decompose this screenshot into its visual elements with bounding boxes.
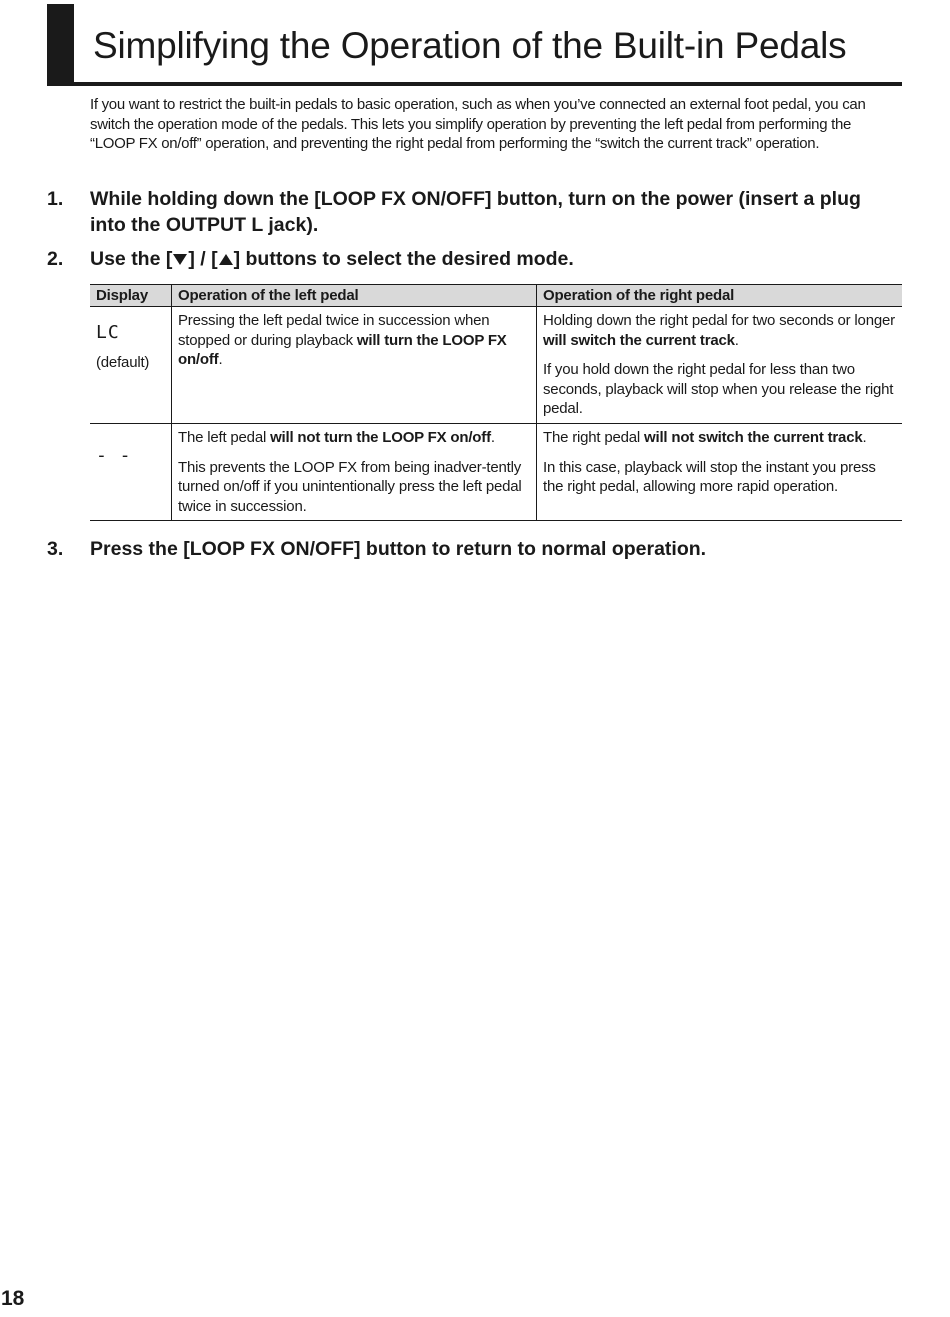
left-pedal-cell: [172, 307, 537, 424]
page-heading: [47, 4, 902, 86]
segment-display-code: LC: [96, 322, 120, 343]
text-run: The right pedal: [543, 429, 645, 446]
bold-text: will not switch the current track: [644, 429, 863, 446]
up-arrow-icon: [219, 254, 233, 265]
cell-paragraph: [178, 428, 530, 448]
text-run: .: [218, 351, 223, 369]
text-run: .: [862, 429, 867, 446]
display-note: (default): [96, 353, 150, 371]
left-pedal-cell: [172, 424, 537, 521]
cell-paragraph: [543, 311, 896, 350]
step-text-part: ] / [: [188, 248, 218, 270]
down-arrow-icon: [173, 254, 187, 265]
column-header-display: Display: [90, 285, 172, 307]
page-number: 18: [1, 1287, 25, 1310]
table-row: [90, 424, 902, 521]
step-text: While holding down the [LOOP FX ON/OFF] button, turn on the power (insert a plug into the OUTPUT L jack).: [90, 188, 861, 236]
step-text: Press the [LOOP FX ON/OFF] button to return to normal operation.: [90, 538, 707, 560]
page-title: Simplifying the Operation of the Built-in Pedals: [93, 25, 847, 66]
step-number: 3.: [47, 538, 64, 560]
step-number: 1.: [47, 188, 64, 210]
step-text: [90, 246, 900, 272]
cell-paragraph: [178, 311, 530, 370]
cell-paragraph: [543, 428, 896, 448]
segment-display-code: - -: [96, 445, 132, 466]
text-run: Pressing the left pedal twice in succession when stopped or during playback: [178, 312, 490, 349]
cell-paragraph: In this case, playback will stop the instant you press the right pedal, allowing more rapid operation.: [543, 458, 876, 496]
step-number: 2.: [47, 248, 64, 270]
text-run: The left pedal: [178, 429, 271, 446]
display-cell: [90, 307, 172, 424]
text-run: .: [734, 331, 739, 349]
table-row: [90, 307, 902, 424]
heading-accent-bar: [47, 4, 74, 82]
right-pedal-cell: [537, 424, 903, 521]
text-run: .: [490, 429, 495, 446]
text-run: Holding down the right pedal for two seconds or longer: [543, 312, 895, 329]
bold-text: will switch the current track: [543, 331, 735, 349]
display-cell: [90, 424, 172, 521]
step-text-part: ] buttons to select the desired mode.: [233, 248, 574, 270]
step-text-part: Use the [: [90, 248, 173, 270]
cell-paragraph: If you hold down the right pedal for less than two seconds, playback will stop when you release the right pedal.: [543, 361, 894, 418]
intro-paragraph: If you want to restrict the built-in pedals to basic operation, such as when you’ve connected an external foot pedal, you can switch the operation mode of the pedals. This lets you simplify operation by preventing the left pedal from performing the “LOOP FX on/off” operation, and preventing the right pedal from performing the “switch the current track” operation.: [90, 96, 866, 153]
bold-text: will turn the LOOP FX on/off: [178, 331, 507, 369]
right-pedal-cell: [537, 307, 903, 424]
pedal-mode-table: [90, 284, 902, 521]
table-header-row: [90, 285, 902, 307]
bold-text: will not turn the LOOP FX on/off: [270, 429, 491, 446]
column-header-left-pedal: Operation of the left pedal: [172, 285, 537, 307]
cell-paragraph: This prevents the LOOP FX from being inadver-tently turned on/off if you unintentionally press the left pedal twice in succession.: [178, 458, 522, 515]
column-header-right-pedal: Operation of the right pedal: [537, 285, 903, 307]
